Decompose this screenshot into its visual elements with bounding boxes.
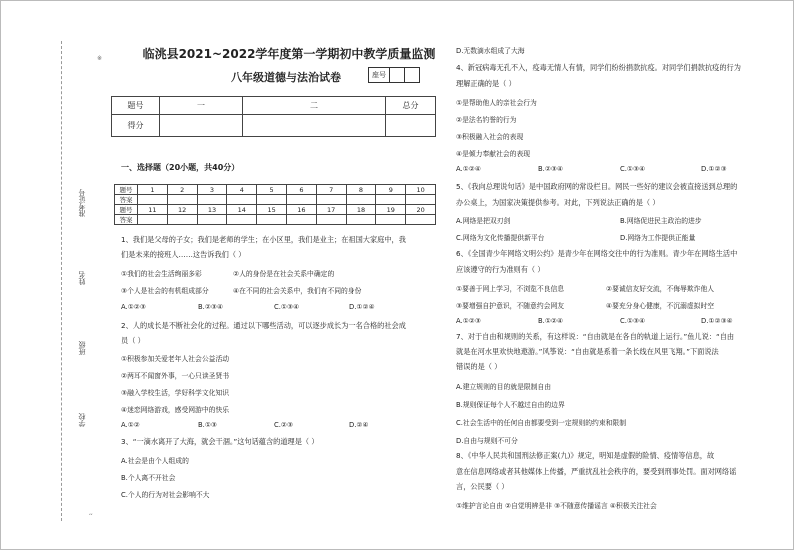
question-8-line1: 8、《中华人民共和国刑法修正案(九)》规定，明知是虚假的险情、疫情等信息，故 [456, 451, 715, 460]
answer-cell[interactable] [138, 215, 168, 225]
score-cell[interactable] [160, 115, 243, 137]
corner-mark-bottom: ‘‘ [89, 513, 93, 520]
q6-option: ③要增强自护意识，不随意约会网友 [456, 302, 565, 310]
answer-cell[interactable] [376, 215, 406, 225]
row-label: 题号 [115, 205, 138, 215]
answer-cell[interactable] [316, 215, 346, 225]
q5-choice-a[interactable]: A.网络是把双刃剑 [456, 217, 511, 225]
q2-option: ④迷恋网络游戏，感受网游中的快乐 [121, 406, 230, 414]
question-7-line2: 就是在河水里欢快地遨游。”风筝说：“自由就是系着一条长线在风里飞翔。”下面说法 [456, 347, 719, 356]
q2-choice-c[interactable]: C.②③ [274, 421, 294, 429]
q6-choice-a[interactable]: A.①②③ [456, 317, 481, 325]
answer-cell[interactable] [286, 195, 316, 205]
score-header-row [112, 97, 436, 115]
num-cell: 11 [138, 205, 168, 215]
num-cell: 5 [257, 185, 287, 195]
question-2-line1: 2、人的成长是不断社会化的过程。通过以下哪些活动，可以逐步成长为一名合格的社会成 [121, 321, 406, 330]
answer-cell[interactable] [257, 195, 287, 205]
answer-cell[interactable] [197, 195, 227, 205]
num-cell: 3 [197, 185, 227, 195]
num-cell: 7 [316, 185, 346, 195]
q4-choice-a[interactable]: A.①②④ [456, 165, 481, 173]
q2-option: ①积极参加关爱老年人社会公益活动 [121, 355, 230, 363]
score-cell: 总分 [386, 97, 436, 115]
q6-choice-c[interactable]: C.①③④ [620, 317, 646, 325]
q1-choice-b[interactable]: B.②③④ [198, 303, 224, 311]
num-cell: 4 [227, 185, 257, 195]
q8-options: ①维护言论自由 ②自觉明辨是非 ③不随意传播谣言 ④积极关注社会 [456, 502, 657, 510]
num-cell: 13 [197, 205, 227, 215]
q6-choice-b[interactable]: B.①②④ [538, 317, 564, 325]
answer-row [115, 195, 436, 205]
score-cell: 一 [160, 97, 243, 115]
q3-choice-c[interactable]: C.个人的行为对社会影响不大 [121, 491, 210, 499]
q6-option: ④要充分身心健康，不沉溺虚拟时空 [606, 302, 715, 310]
binding-line [61, 41, 63, 521]
answer-num-row [115, 205, 436, 215]
q7-choice-b[interactable]: B.规则保证每个人不越过自由的边界 [456, 401, 565, 409]
num-cell: 10 [406, 185, 436, 195]
num-cell: 6 [286, 185, 316, 195]
q1-option: ③个人是社会的有机组成部分 [121, 287, 209, 295]
q4-choice-d[interactable]: D.①②③ [701, 165, 727, 173]
answer-cell[interactable] [227, 195, 257, 205]
num-cell: 8 [346, 185, 376, 195]
q4-option: ②是法名钓誉的行为 [456, 116, 517, 124]
score-cell[interactable] [243, 115, 386, 137]
question-8-line2: 意在信息网络或者其他媒体上传播，严重扰乱社会秩序的，要受到刑事处罚。面对网络谣 [456, 467, 737, 476]
q2-option: ②两耳不闻窗外事，一心只读圣贤书 [121, 372, 230, 380]
score-cell: 题号 [112, 97, 160, 115]
seat-cell [404, 68, 419, 82]
q6-option: ①要善于网上学习，不浏览不良信息 [456, 285, 565, 293]
question-8-line3: 言，公民要（ ） [456, 482, 509, 491]
q3-choice-b[interactable]: B.个人离不开社会 [121, 474, 176, 482]
question-6-line1: 6、《全国青少年网络文明公约》是青少年在网络交往中的行为准则。青少年在网络生活中 [456, 249, 738, 258]
num-cell: 19 [376, 205, 406, 215]
q4-choice-c[interactable]: C.①③④ [620, 165, 646, 173]
answer-cell[interactable] [406, 195, 436, 205]
q5-choice-d[interactable]: D.网络为工作提供正能量 [620, 234, 696, 242]
q2-choice-b[interactable]: B.①③ [198, 421, 218, 429]
row-label: 答案 [115, 215, 138, 225]
answer-grid [114, 184, 436, 225]
num-cell: 14 [227, 205, 257, 215]
q4-option: ③积极融入社会的表现 [456, 133, 524, 141]
q1-option: ①我们的社会生活绚丽多彩 [121, 270, 202, 278]
answer-num-row [115, 185, 436, 195]
num-cell: 9 [376, 185, 406, 195]
q2-option: ③融入学校生活，学好科学文化知识 [121, 389, 230, 397]
answer-cell[interactable] [138, 195, 168, 205]
answer-cell[interactable] [167, 215, 197, 225]
q1-choice-d[interactable]: D.①②④ [349, 303, 375, 311]
section-heading: 一、选择题（20小题，共40分） [121, 163, 240, 172]
exam-title: 临洮县2021~2022学年度第一学期初中教学质量监测 [142, 47, 436, 61]
row-label: 答案 [115, 195, 138, 205]
q5-choice-b[interactable]: B.网络促进民主政治的进步 [620, 217, 702, 225]
answer-cell[interactable] [406, 215, 436, 225]
q5-choice-c[interactable]: C.网络为文化传播提供新平台 [456, 234, 545, 242]
q1-choice-c[interactable]: C.①③④ [274, 303, 300, 311]
num-cell: 18 [346, 205, 376, 215]
answer-cell[interactable] [227, 215, 257, 225]
num-cell: 1 [138, 185, 168, 195]
answer-cell[interactable] [316, 195, 346, 205]
exam-subtitle: 八年级道德与法治试卷 [231, 71, 341, 84]
question-1-line1: 1、我们是父母的子女；我们是老师的学生；在小区里，我们是业主；在祖国大家庭中，我 [121, 235, 406, 244]
question-2-line2: 员（ ） [121, 336, 145, 345]
q6-choice-d[interactable]: D.①②③④ [701, 317, 733, 325]
answer-cell[interactable] [257, 215, 287, 225]
name-label: 姓名 [78, 271, 86, 285]
answer-cell[interactable] [286, 215, 316, 225]
answer-cell[interactable] [346, 215, 376, 225]
seat-label: 座号 [372, 71, 386, 79]
q2-choice-a[interactable]: A.①② [121, 421, 140, 429]
question-3: 3、“一滴水离开了大海，就会干涸。”这句话蕴含的道理是（ ） [121, 437, 319, 446]
score-value-row [112, 115, 436, 137]
q1-choice-a[interactable]: A.①②③ [121, 303, 146, 311]
question-5-line1: 5、《我向总理说句话》是中国政府网的常设栏目。网民一些好的建议会被直接送到总理的 [456, 182, 738, 191]
question-4-line2: 理解正确的是（ ） [456, 79, 516, 88]
answer-cell[interactable] [376, 195, 406, 205]
q4-option: ①是帮助他人的亲社会行为 [456, 99, 537, 107]
score-cell: 二 [243, 97, 386, 115]
question-7-line3: 错误的是（ ） [456, 362, 502, 371]
score-table [111, 96, 436, 137]
exam-no-label: 准考证号 [78, 189, 86, 217]
q6-option: ②要诚信友好交流，不侮辱欺诈他人 [606, 285, 715, 293]
num-cell: 12 [167, 205, 197, 215]
q4-choice-b[interactable]: B.②③④ [538, 165, 564, 173]
seat-number-box [368, 67, 420, 83]
question-4-line1: 4、新冠病毒无孔不入，疫毒无情人有情，同学们纷纷捐款抗疫。对同学们捐款抗疫的行为 [456, 63, 741, 72]
q7-choice-c[interactable]: C.社会生活中的任何自由都要受到一定规则的约束和限制 [456, 419, 627, 427]
q3-choice-d[interactable]: D.无数滴水组成了大海 [456, 47, 525, 55]
q7-choice-d[interactable]: D.自由与规则不可分 [456, 437, 518, 445]
corner-mark-top: ※ [97, 55, 103, 62]
q1-option: ④在不同的社会关系中，我们有不同的身份 [233, 287, 362, 295]
num-cell: 20 [406, 205, 436, 215]
row-label: 题号 [115, 185, 138, 195]
class-label: 班级 [78, 341, 86, 355]
q4-option: ④是倾力奉献社会的表现 [456, 150, 531, 158]
num-cell: 16 [286, 205, 316, 215]
question-7-line1: 7、对于自由和规则的关系，有这样说：“自由就是在各自的轨道上运行。”鱼儿说：“自由 [456, 332, 735, 341]
seat-cell [389, 68, 404, 82]
q2-choice-d[interactable]: D.②④ [349, 421, 369, 429]
question-6-line2: 应该遵守的行为准则有（ ） [456, 265, 545, 274]
q7-choice-a[interactable]: A.建立规则的目的就是限制自由 [456, 383, 552, 391]
q3-choice-a[interactable]: A.社会是由个人组成的 [121, 457, 189, 465]
answer-cell[interactable] [346, 195, 376, 205]
num-cell: 2 [167, 185, 197, 195]
answer-row [115, 215, 436, 225]
question-1-line2: 们是未来的接班人……这告诉我们（ ） [121, 250, 246, 259]
score-cell: 得分 [112, 115, 160, 137]
school-label: 学校 [78, 413, 86, 427]
answer-cell[interactable] [167, 195, 197, 205]
num-cell: 17 [316, 205, 346, 215]
score-cell[interactable] [386, 115, 436, 137]
q1-option: ②人的身份是在社会关系中确定的 [233, 270, 335, 278]
answer-cell[interactable] [197, 215, 227, 225]
question-5-line2: 办公桌上，为国家决策提供参考。对此，下列说法正确的是（ ） [456, 198, 660, 207]
num-cell: 15 [257, 205, 287, 215]
